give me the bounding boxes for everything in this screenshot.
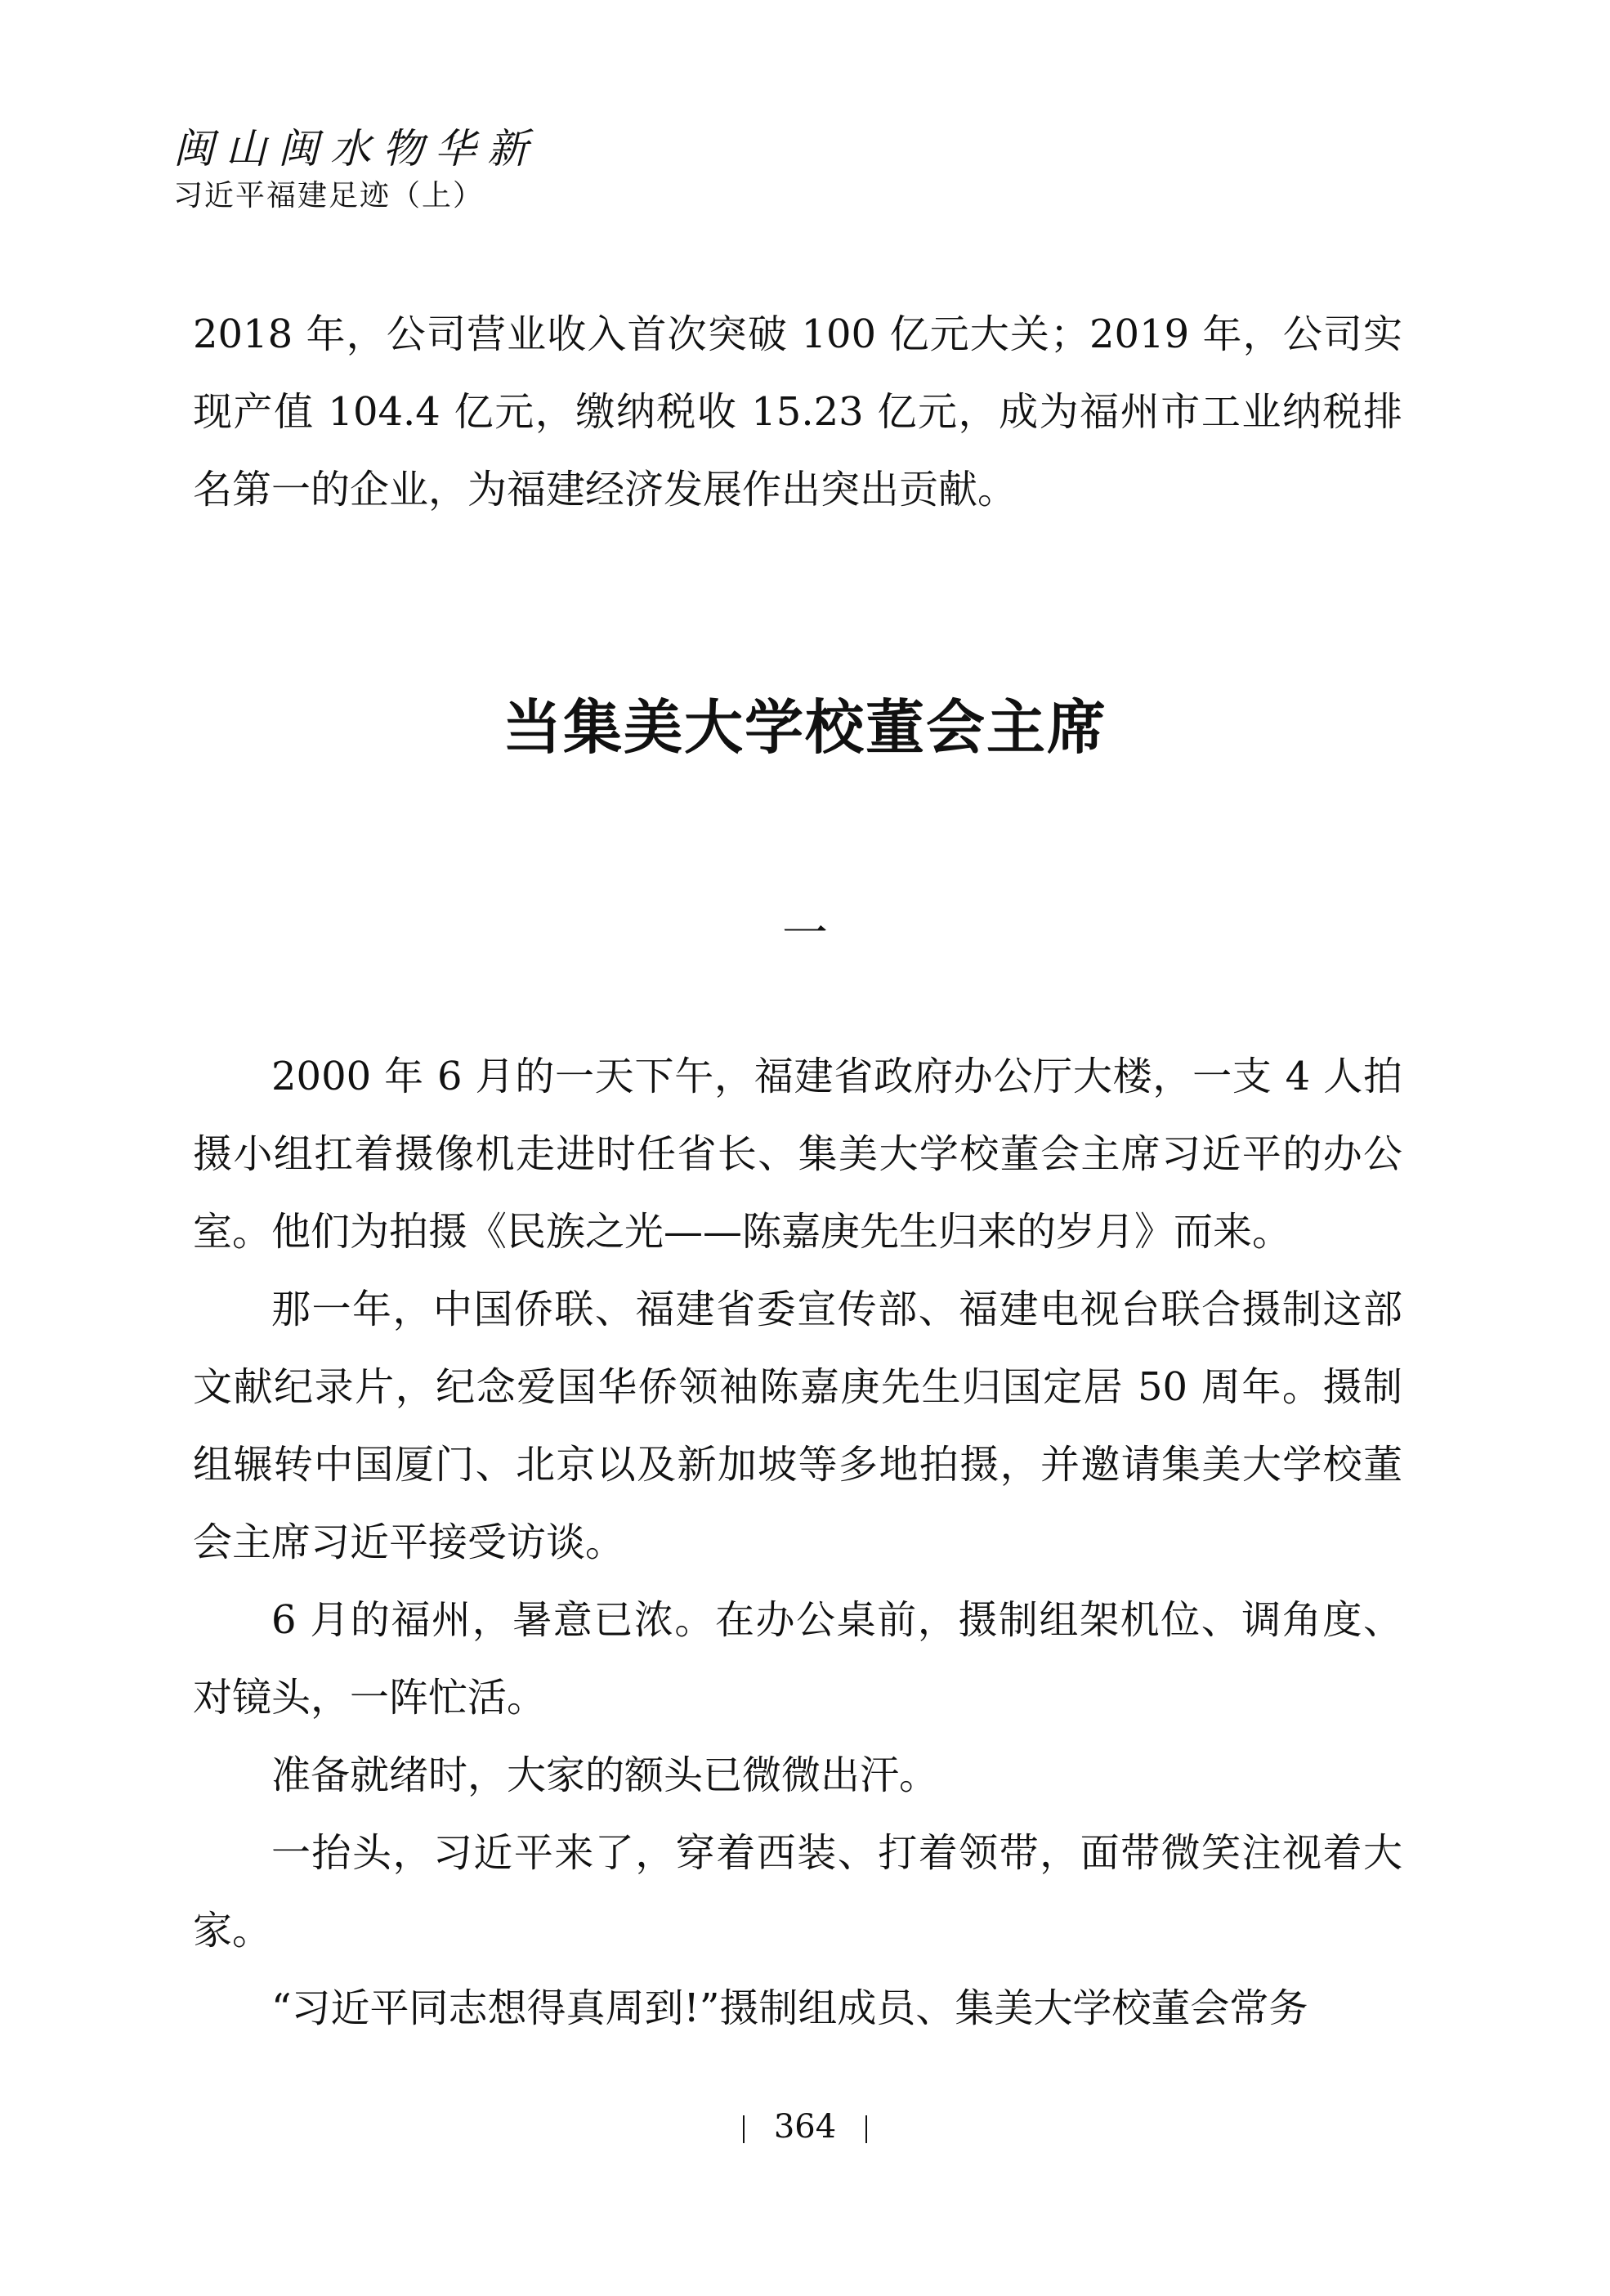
paragraph: 准备就绪时，大家的额头已微微出汗。	[271, 1752, 939, 1798]
section-body	[193, 1038, 1402, 2048]
section-number: 一	[782, 907, 828, 960]
paragraph: 6 月的福州，暑意已浓。在办公桌前，摄制组架机位、调角度、对镜头，一阵忙活。	[193, 1597, 1402, 1721]
page-number: 364	[773, 2108, 837, 2146]
section-title: 当集美大学校董会主席	[502, 692, 1107, 762]
page-number-right-rule	[865, 2115, 867, 2143]
paragraph: 那一年，中国侨联、福建省委宣传部、福建电视台联合摄制这部文献纪录片，纪念爱国华侨领袖陈嘉庚先生归国定居 50 周年。摄制组辗转中国厦门、北京以及新加坡等多地拍摄，并邀请集美大学校董会主席习近平接受访谈。	[193, 1287, 1402, 1565]
paragraph: 2000 年 6 月的一天下午，福建省政府办公厅大楼，一支 4 人拍摄小组扛着摄像机走进时任省长、集美大学校董会主席习近平的办公室。他们为拍摄《民族之光——陈嘉庚先生归来的岁月》而来。	[193, 1054, 1402, 1255]
paragraph: 一抬头，习近平来了，穿着西装、打着领带，面带微笑注视着大家。	[193, 1830, 1402, 1954]
running-head	[173, 123, 539, 217]
previous-section-paragraph: 2018 年，公司营业收入首次突破 100 亿元大关；2019 年，公司实现产值 104.4 亿元，缴纳税收 15.23 亿元，成为福州市工业纳税排名第一的企业，为福建经济发展作出突出贡献。	[193, 311, 1402, 512]
series-title: 闽山闽水物华新	[173, 125, 539, 172]
page-footer	[0, 2102, 1610, 2151]
page-number-left-rule	[743, 2115, 745, 2143]
paragraph: “习近平同志想得真周到!”摄制组成员、集美大学校董会常务	[271, 1985, 1308, 2031]
series-subtitle: 习近平福建足迹（上）	[173, 179, 485, 213]
